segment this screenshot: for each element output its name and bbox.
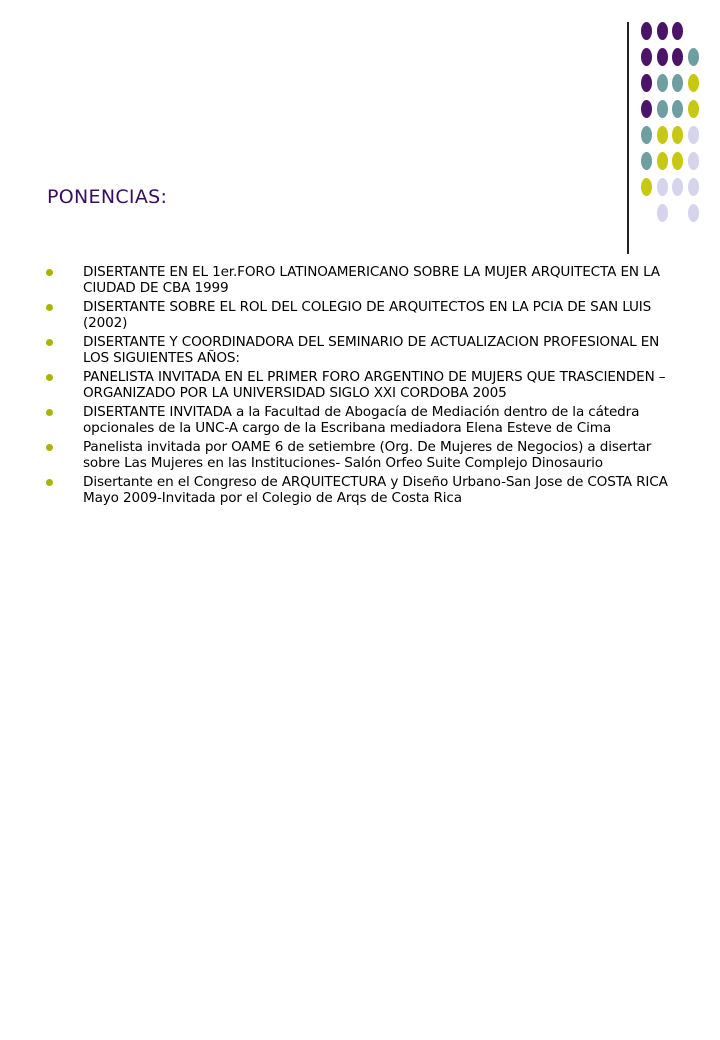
decorative-dot <box>672 22 683 40</box>
decorative-dot <box>688 74 699 92</box>
bullet-dot-icon <box>46 339 53 346</box>
decorative-dot <box>657 22 668 40</box>
bullet-item-3 <box>46 334 678 366</box>
bullet-item-1 <box>46 264 678 296</box>
bullet-dot-icon <box>46 269 53 276</box>
decorative-dot-grid <box>0 0 720 260</box>
bullet-text: PANELISTA INVITADA EN EL PRIMER FORO ARGENTINO DE MUJERS QUE TRASCIENDEN –ORGANIZADO POR LA UNIVERSIDAD SIGLO XXI CORDOBA 2005 <box>83 369 666 401</box>
decorative-dot <box>688 100 699 118</box>
decorative-dot <box>641 178 652 196</box>
decorative-dot <box>641 48 652 66</box>
decorative-dot <box>657 178 668 196</box>
decorative-dot <box>641 152 652 170</box>
decorative-dot <box>688 48 699 66</box>
decorative-dot <box>688 204 699 222</box>
decorative-dot <box>657 126 668 144</box>
bullet-dot-icon <box>46 409 53 416</box>
bullet-item-6 <box>46 439 678 471</box>
bullet-text: DISERTANTE SOBRE EL ROL DEL COLEGIO DE ARQUITECTOS EN LA PCIA DE SAN LUIS (2002) <box>83 299 652 331</box>
decorative-dot <box>672 100 683 118</box>
decorative-dot <box>672 48 683 66</box>
bullet-text: Panelista invitada por OAME 6 de setiembre (Org. De Mujeres de Negocios) a disertar sobre Las Mujeres en las Instituciones- Salón Orfeo Suite Complejo Dinosaurio <box>83 439 652 471</box>
bullet-item-2 <box>46 299 678 331</box>
bullet-dot-icon <box>46 374 53 381</box>
slide-title: PONENCIAS: <box>47 186 168 208</box>
decorative-dot <box>672 126 683 144</box>
decorative-dot <box>688 126 699 144</box>
decorative-dot <box>657 74 668 92</box>
bullet-dot-icon <box>46 444 53 451</box>
decorative-dot <box>688 178 699 196</box>
bullet-text: DISERTANTE INVITADA a la Facultad de Abogacía de Mediación dentro de la cátedra opcionales de la UNC-A cargo de la Escribana mediadora Elena Esteve de Cima <box>83 404 640 436</box>
decorative-dot <box>672 74 683 92</box>
bullet-dot-icon <box>46 479 53 486</box>
bullet-item-4 <box>46 369 678 401</box>
bullet-list <box>46 264 678 509</box>
bullet-item-7 <box>46 474 678 506</box>
decorative-dot <box>688 152 699 170</box>
bullet-text: Disertante en el Congreso de ARQUITECTURA y Diseño Urbano-San Jose de COSTA RICA Mayo 2009-Invitada por el Colegio de Arqs de Costa Rica <box>83 474 668 506</box>
decorative-dot <box>641 22 652 40</box>
decorative-dot <box>641 100 652 118</box>
decorative-dot <box>657 48 668 66</box>
decorative-dot <box>657 100 668 118</box>
bullet-text: DISERTANTE EN EL 1er.FORO LATINOAMERICANO SOBRE LA MUJER ARQUITECTA EN LA CIUDAD DE CBA 1999 <box>83 264 660 296</box>
decorative-vertical-line <box>627 22 629 254</box>
decorative-dot <box>657 204 668 222</box>
decorative-dot <box>672 152 683 170</box>
decorative-dot <box>641 126 652 144</box>
decorative-dot <box>657 152 668 170</box>
bullet-text: DISERTANTE Y COORDINADORA DEL SEMINARIO DE ACTUALIZACION PROFESIONAL EN LOS SIGUIENTES AÑOS: <box>83 334 660 366</box>
bullet-dot-icon <box>46 304 53 311</box>
bullet-item-5 <box>46 404 678 436</box>
decorative-dot <box>672 178 683 196</box>
decorative-dot <box>641 74 652 92</box>
